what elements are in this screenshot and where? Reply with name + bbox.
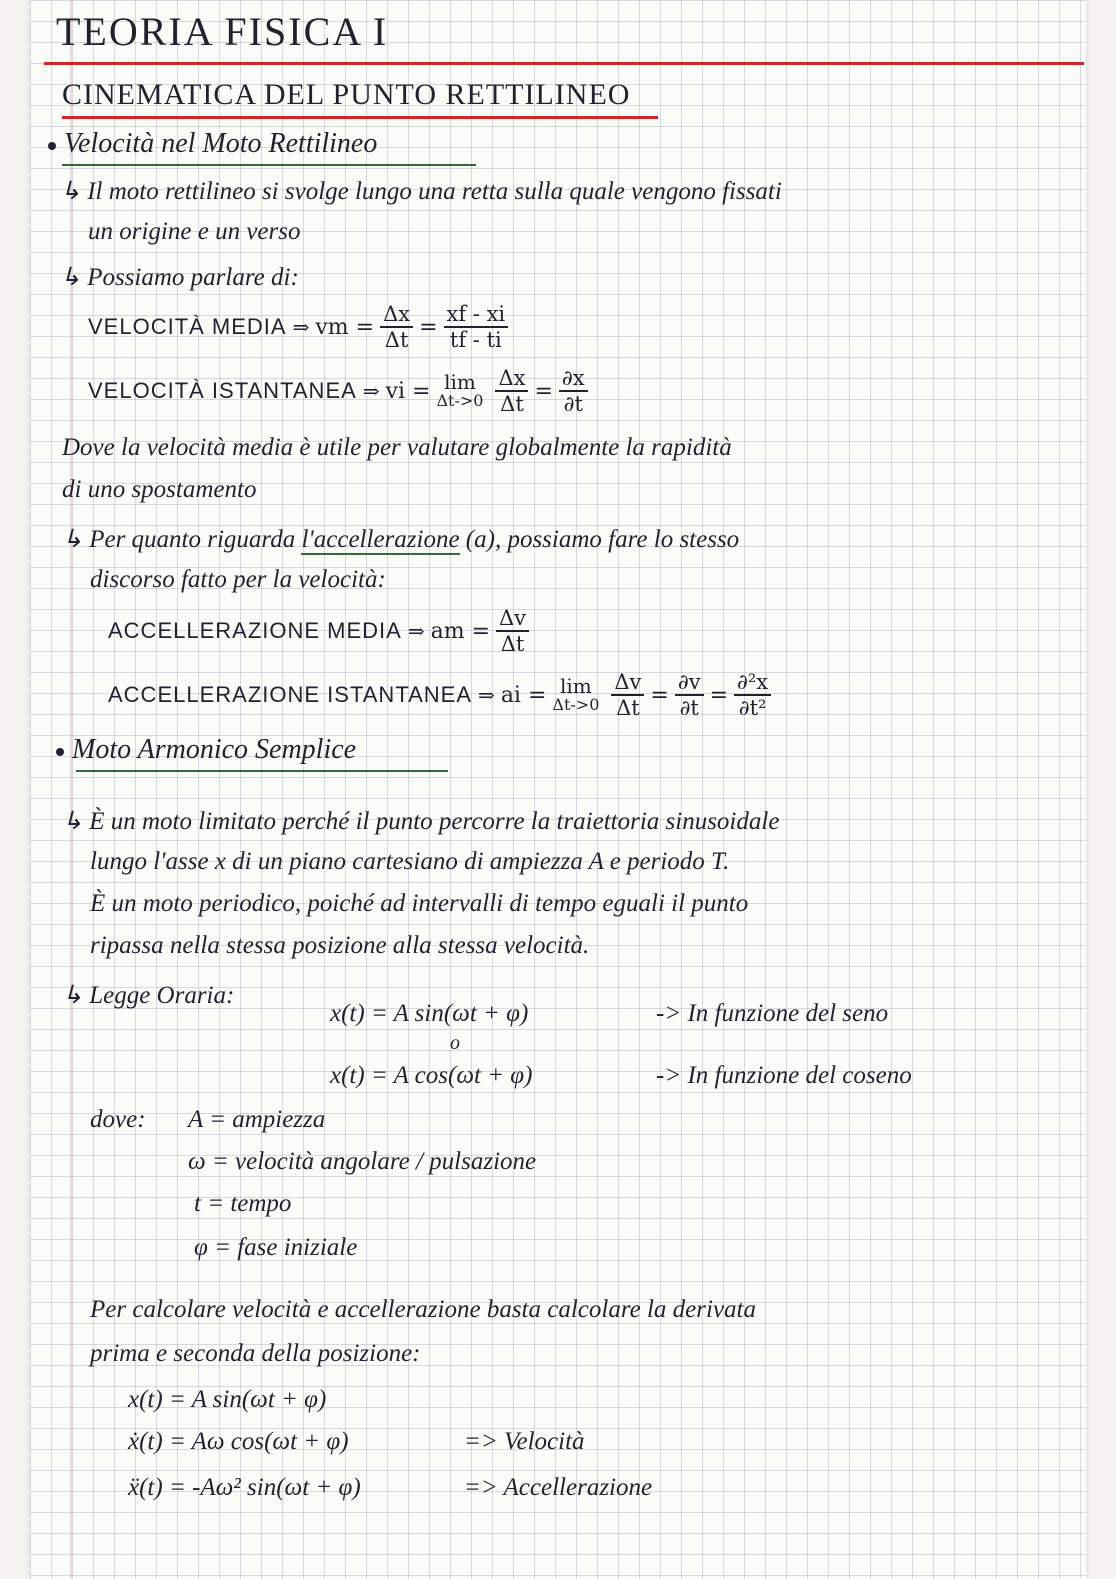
implies-arrow-icon: ⇒ bbox=[407, 619, 425, 644]
accelerazione-istantanea-label: ACCELLERAZIONE ISTANTANEA bbox=[108, 682, 473, 708]
equals-sign: = bbox=[534, 378, 553, 404]
accelerazione-istantanea-fraction-3 bbox=[734, 670, 771, 720]
velocita-line-3: ↳ Possiamo parlare di: bbox=[60, 264, 299, 291]
fraction-numerator: ∂x bbox=[559, 366, 588, 392]
velocita-istantanea-lhs: vi = bbox=[385, 378, 431, 404]
accelerazione-media-lhs: am = bbox=[430, 618, 491, 644]
calcolo-line-1: Per calcolare velocità e accellerazione basta calcolare la derivata bbox=[90, 1296, 756, 1323]
legge-oraria-eq-1-note: -> In funzione del seno bbox=[656, 1000, 889, 1027]
title-underline bbox=[44, 62, 1084, 65]
fraction-denominator: tf - ti bbox=[449, 328, 502, 353]
limit-word: lim bbox=[444, 370, 476, 395]
accelerazione-intro-line-1 bbox=[62, 524, 739, 554]
armonico-heading-underline bbox=[76, 770, 448, 772]
fraction-numerator: Δx bbox=[380, 302, 413, 328]
velocita-media-fraction-2 bbox=[444, 302, 509, 352]
fraction-denominator: Δt bbox=[384, 328, 409, 353]
velocita-heading-underline bbox=[62, 164, 476, 166]
velocita-istantanea-fraction-1 bbox=[495, 366, 528, 416]
accelerazione-istantanea-fraction-2 bbox=[675, 670, 704, 720]
armonico-heading-text: Moto Armonico Semplice bbox=[72, 734, 357, 765]
limit-subscript: Δt->0 bbox=[552, 695, 600, 715]
velocita-istantanea-fraction-2 bbox=[559, 366, 588, 416]
accelerazione-istantanea-formula bbox=[108, 670, 777, 720]
accelerazione-istantanea-lhs: ai = bbox=[500, 682, 547, 708]
fraction-denominator: ∂t bbox=[563, 392, 583, 417]
limit-operator bbox=[552, 676, 599, 714]
velocita-heading bbox=[48, 128, 377, 160]
limit-subscript: Δt->0 bbox=[436, 391, 484, 411]
accelerazione-istantanea-fraction-1 bbox=[611, 670, 644, 720]
fraction-numerator: Δx bbox=[495, 366, 528, 392]
derivata-seconda: ẍ(t) = -Aω² sin(ωt + φ) bbox=[128, 1474, 361, 1501]
fraction-numerator: Δv bbox=[611, 670, 644, 696]
velocita-heading-text: Velocità nel Moto Rettilineo bbox=[64, 128, 378, 159]
velocita-media-label: VELOCITÀ MEDIA bbox=[88, 314, 287, 340]
legge-oraria-eq-1: x(t) = A sin(ωt + φ) bbox=[330, 1000, 529, 1027]
equals-sign: = bbox=[419, 314, 438, 340]
margin-line bbox=[70, 0, 72, 1579]
fraction-denominator: ∂t² bbox=[738, 696, 767, 721]
implies-arrow-icon: ⇒ bbox=[292, 315, 310, 340]
fraction-denominator: Δt bbox=[616, 696, 640, 721]
fraction-numerator: xf - xi bbox=[444, 302, 509, 328]
implies-arrow-icon: ⇒ bbox=[478, 683, 495, 708]
velocita-line-1: ↳ Il moto rettilineo si svolge lungo una retta sulla quale vengono fissati bbox=[60, 178, 782, 205]
limit-word: lim bbox=[560, 674, 592, 699]
fraction-denominator: Δt bbox=[500, 392, 524, 417]
velocita-media-formula bbox=[88, 302, 514, 352]
velocita-media-fraction-1 bbox=[380, 302, 413, 352]
armonico-line-4: ripassa nella stessa posizione alla stessa velocità. bbox=[90, 932, 590, 959]
implies-arrow-icon: ⇒ bbox=[362, 379, 380, 404]
legge-oraria-eq-2: x(t) = A cos(ωt + φ) bbox=[330, 1062, 533, 1089]
accelerazione-media-fraction bbox=[496, 606, 529, 656]
velocita-istantanea-formula bbox=[88, 366, 594, 416]
armonico-line-3: È un moto periodico, poiché ad intervalli di tempo eguali il punto bbox=[90, 890, 749, 917]
equals-sign: = bbox=[650, 682, 669, 708]
armonico-line-2: lungo l'asse x di un piano cartesiano di ampiezza A e periodo T. bbox=[90, 848, 730, 875]
legge-oraria-eq-2-note: -> In funzione del coseno bbox=[656, 1062, 912, 1089]
dove-label: dove: bbox=[90, 1106, 146, 1133]
fraction-denominator: Δt bbox=[500, 632, 525, 657]
fraction-numerator: Δv bbox=[496, 606, 529, 632]
accelerazione-media-label: ACCELLERAZIONE MEDIA bbox=[108, 618, 402, 644]
fraction-numerator: ∂²x bbox=[734, 670, 771, 696]
armonico-heading bbox=[56, 734, 356, 766]
bullet-icon bbox=[56, 748, 64, 756]
accelerazione-intro-c: (a), possiamo fare lo stesso bbox=[459, 526, 740, 553]
derivata-seconda-note: => Accellerazione bbox=[464, 1474, 653, 1501]
bullet-icon bbox=[48, 142, 56, 150]
velocita-line-2: un origine e un verso bbox=[88, 218, 301, 245]
velocita-media-lhs: vm = bbox=[315, 314, 375, 340]
derivata-prima: ẋ(t) = Aω cos(ωt + φ) bbox=[128, 1428, 349, 1455]
accelerazione-media-formula bbox=[108, 606, 535, 656]
velocita-istantanea-label: VELOCITÀ ISTANTANEA bbox=[88, 378, 357, 404]
page-title: TEORIA FISICA I bbox=[56, 9, 389, 54]
dove-line-1: Dove la velocità media è utile per valutare globalmente la rapidità bbox=[62, 434, 732, 461]
definition-fase: φ = fase iniziale bbox=[194, 1234, 358, 1261]
armonico-line-1: ↳ È un moto limitato perché il punto percorre la traiettoria sinusoidale bbox=[62, 808, 780, 835]
limit-operator bbox=[436, 372, 483, 410]
definition-ampiezza: A = ampiezza bbox=[188, 1106, 326, 1133]
equals-sign: = bbox=[709, 682, 729, 708]
dove-line-2: di uno spostamento bbox=[62, 476, 257, 503]
fraction-denominator: ∂t bbox=[679, 696, 699, 721]
definition-tempo: t = tempo bbox=[194, 1190, 292, 1217]
accelerazione-intro-line-2: discorso fatto per la velocità: bbox=[90, 566, 386, 593]
derivata-posizione: x(t) = A sin(ωt + φ) bbox=[128, 1386, 327, 1413]
derivata-prima-note: => Velocità bbox=[464, 1428, 585, 1455]
definition-pulsazione: ω = velocità angolare / pulsazione bbox=[188, 1148, 537, 1175]
section-underline bbox=[62, 116, 658, 119]
legge-oraria-or: o bbox=[450, 1032, 460, 1054]
fraction-numerator: ∂v bbox=[675, 670, 704, 696]
calcolo-line-2: prima e seconda della posizione: bbox=[90, 1340, 421, 1367]
accelerazione-intro-a: ↳ Per quanto riguarda bbox=[62, 526, 302, 553]
section-title: CINEMATICA DEL PUNTO RETTILINEO bbox=[62, 78, 631, 111]
legge-oraria-label: ↳ Legge Oraria: bbox=[62, 982, 235, 1009]
accelerazione-keyword: l'accellerazione bbox=[301, 526, 460, 553]
